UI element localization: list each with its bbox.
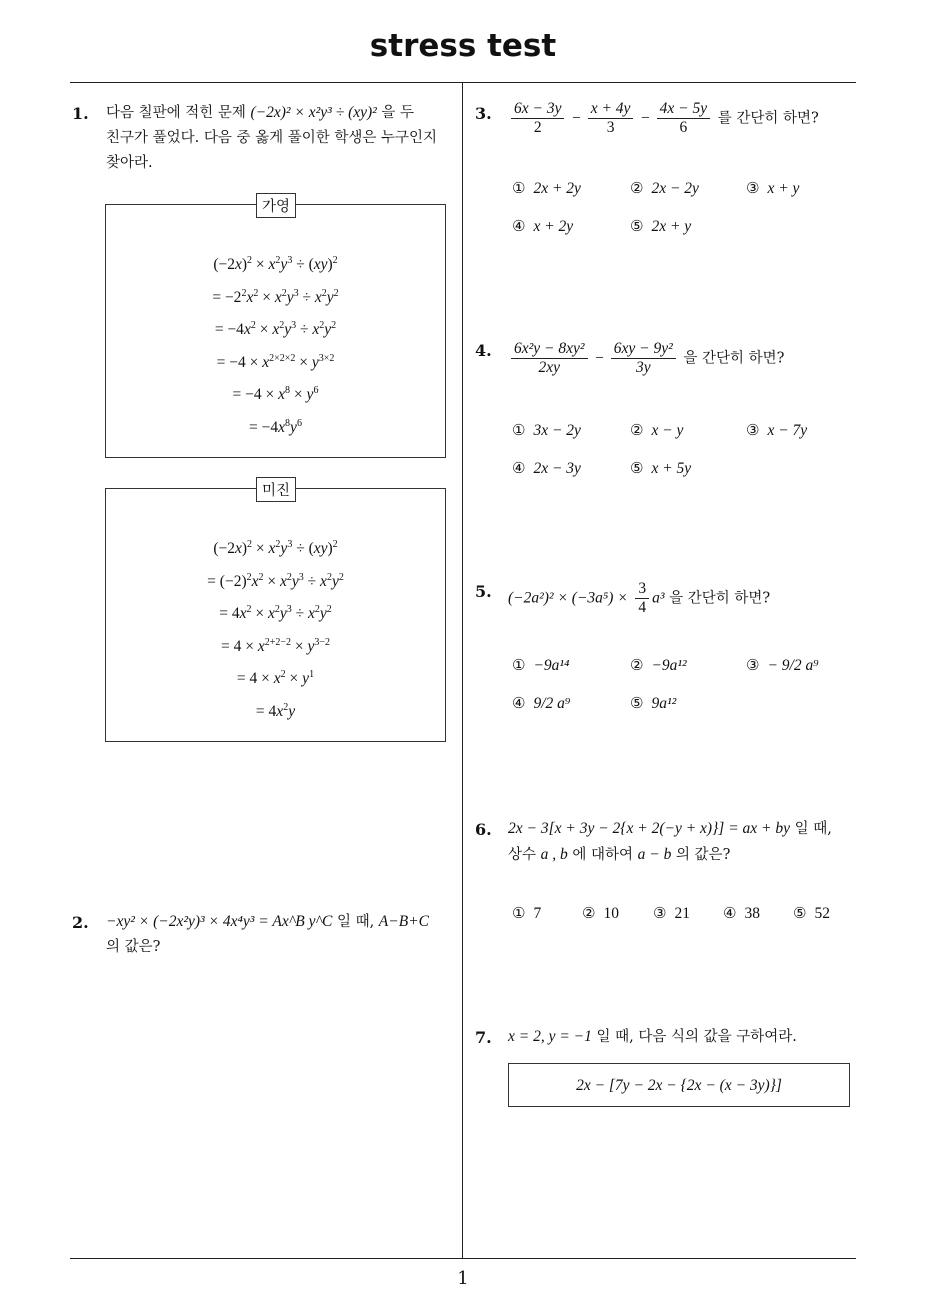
q1-box1-step: = $-4 \times x^{2\times 2\times 2} \times y^{3\times 2}$ (216, 352, 335, 371)
q2-tail: A−B+C (378, 913, 429, 930)
q3-suffix: 를 간단히 하면? (717, 110, 819, 127)
q1-box-mijin (105, 488, 446, 742)
q1-box2-label: 미진 (256, 477, 296, 502)
q3-option-3: ③ x + y (746, 179, 800, 197)
q1-box1-steps (106, 249, 445, 444)
q6-line1-text: 일 때, (794, 821, 832, 837)
q7-expression-box (508, 1063, 850, 1107)
footer-rule (70, 1258, 856, 1259)
q5-expr-a: (−2a²)² × (−3a⁵) × (508, 589, 628, 607)
q6-option-4: ④ 38 (723, 904, 760, 922)
q6-expr: 2x − 3[x + 3y − 2{x + 2(−y + x)}] = ax + by (508, 820, 790, 837)
page-title: stress test (369, 28, 557, 64)
q4-option-3: ③ x − 7y (746, 421, 808, 439)
q7-instruction: 일 때, 다음 식의 값을 구하여라. (596, 1029, 797, 1045)
q7-boxed-expr: 2x − [7y − 2x − {2x − (x − 3y)}] (576, 1077, 782, 1094)
q5-option-3: ③ − 9/2 a⁹ (746, 656, 819, 674)
q1-text-b: 을 두 (381, 105, 415, 121)
q3-option-1: ① 2x + 2y (512, 179, 581, 197)
q5-option-2: ② −9a¹² (630, 656, 687, 674)
q2-line1-text: 일 때, (336, 914, 375, 930)
q1-box2-step: = $(-2)^2x^2 \times x^2y^3 \div x^2y^2$ (207, 571, 344, 590)
q1-box2-step: $(-2x)^2 \times x^2y^3 \div (xy)^2$ (213, 538, 338, 557)
q1-text-expr: (−2x)² × x²y³ ÷ (xy)² (250, 104, 377, 121)
q5-frac: $\frac{3}{4}$ (635, 580, 649, 617)
q7-text (508, 1024, 797, 1050)
q6-text: 2x − 3[x + 3y − 2{x + 2(−y + x)}] = ax + by 일 때, 상수 a , b 에 대하여 a − b 의 값은? (508, 820, 832, 863)
q5-number: 5. (475, 582, 492, 601)
q6-option-5: ⑤ 52 (793, 904, 830, 922)
q2-text (106, 909, 458, 960)
q4-option-1: ① 3x − 2y (512, 421, 581, 439)
q1-box1-step: = $-4x^8y^6$ (249, 417, 302, 436)
q3-expression: $\frac{6x - 3y}{2}$ − $\frac{x + 4y}{3}$ − $\frac{4x - 5y}{6}$ 를 간단히 하면? (508, 100, 819, 137)
q5-option-4: ④ 9/2 a⁹ (512, 694, 571, 712)
q1-box1-step: $(-2x)^2 \times x^2y^3 \div (xy)^2$ (213, 254, 338, 273)
q5-suffix: 을 간단히 하면? (669, 590, 771, 607)
q4-frac-1: $\frac{\text{6x²y − 8xy²}}{2xy}$ (511, 340, 588, 377)
q3-number: 3. (475, 104, 492, 123)
header-rule (70, 82, 856, 83)
column-divider (462, 83, 463, 1258)
q5-option-1: ① −9a¹⁴ (512, 656, 570, 674)
q1-box-gayoung (105, 204, 446, 458)
q1-box1-label: 가영 (256, 193, 296, 218)
q7-number: 7. (475, 1028, 492, 1047)
q6-number: 6. (475, 820, 492, 839)
q1-box1-step: = $-4x^2 \times x^2y^3 \div x^2y^2$ (214, 319, 337, 338)
page-number: 1 (457, 1268, 469, 1289)
q4-number: 4. (475, 341, 492, 360)
q1-line2: 친구가 풀었다. 다음 중 옳게 풀이한 학생은 누구인지 (106, 130, 438, 146)
q2-expr: −xy² × (−2x²y)³ × 4x⁴y³ = Ax^B y^C (106, 913, 333, 930)
q7-condition: x = 2, y = −1 (508, 1028, 592, 1045)
q6-option-3: ③ 21 (653, 904, 690, 922)
q4-frac-2: $\frac{\text{6xy − 9y²}}{3y}$ (611, 340, 676, 377)
q3-frac-3: $\frac{4x - 5y}{6}$ (657, 100, 710, 137)
q4-option-2: ② x − y (630, 421, 684, 439)
q3-option-2: ② 2x − 2y (630, 179, 699, 197)
q1-number: 1. (72, 104, 89, 123)
q3-frac-2: $\frac{x + 4y}{3}$ (588, 100, 634, 137)
q3-frac-1: $\frac{6x - 3y}{2}$ (511, 100, 564, 137)
q2-line2: 의 값은? (106, 939, 161, 955)
q5-expression (508, 580, 770, 617)
q4-suffix: 을 간단히 하면? (683, 350, 785, 367)
q1-box1-step: = $-4 \times x^8 \times y^6$ (232, 384, 319, 403)
q1-box2-step: = $4 \times x^{2+2-2} \times y^{3-2}$ (220, 636, 331, 655)
q1-box1-step: = $-2^2x^2 \times x^2y^3 \div x^2y^2$ (212, 287, 339, 306)
q3-option-4: ④ x + 2y (512, 217, 574, 235)
q5-option-5: ⑤ 9a¹² (630, 694, 677, 712)
q6-option-1: ① 7 (512, 904, 542, 922)
q4-option-4: ④ 2x − 3y (512, 459, 581, 477)
q4-option-5: ⑤ x + 5y (630, 459, 692, 477)
q1-box2-step: = $4x^2y$ (255, 701, 296, 720)
q5-expr-b: a³ (652, 589, 665, 607)
q1-box2-step: = $4x^2 \times x^2y^3 \div x^2y^2$ (219, 603, 332, 622)
q1-box2-step: = $4 \times x^2 \times y^1$ (236, 668, 315, 687)
q1-box2-steps (106, 533, 445, 728)
q2-number: 2. (72, 913, 89, 932)
q6-option-2: ② 10 (582, 904, 619, 922)
q1-text (106, 100, 458, 176)
q3-option-5: ⑤ 2x + y (630, 217, 692, 235)
q1-line3: 찾아라. (106, 155, 153, 171)
q1-text-a: 다음 칠판에 적힌 문제 (106, 105, 251, 121)
q4-expression: $\frac{\text{6x²y − 8xy²}}{2xy}$ − $\frac{\text{6xy − 9y²}}{3y}$ 을 간단히 하면? (508, 340, 784, 377)
